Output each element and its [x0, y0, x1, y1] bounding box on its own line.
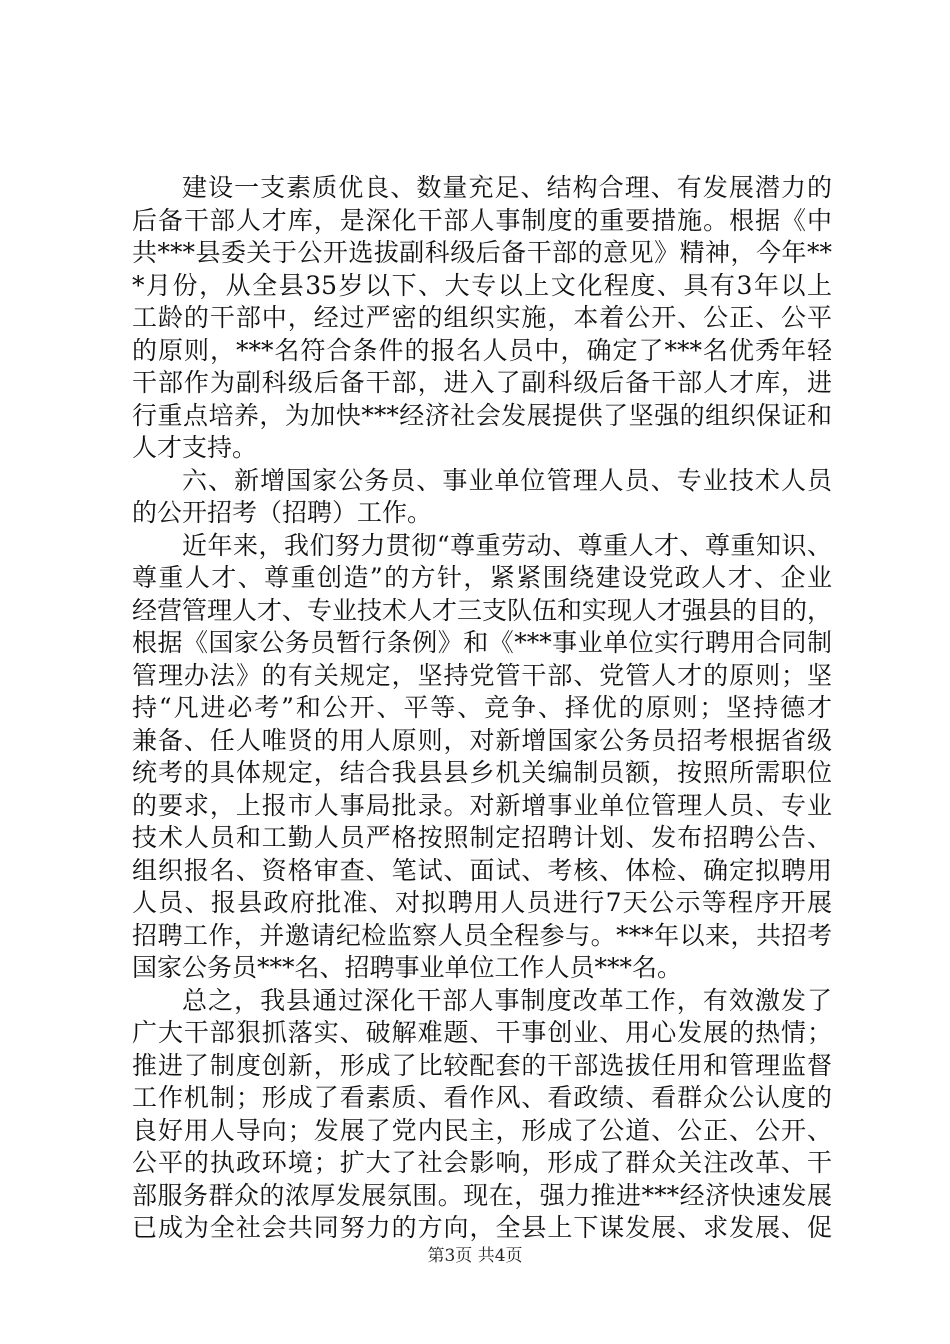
- text-line: 统考的具体规定，结合我县县乡机关编制员额，按照所需职位: [132, 758, 832, 787]
- text-line: 行重点培养，为加快***经济社会发展提供了坚强的组织保证和: [132, 400, 832, 430]
- paragraph-recruitment: [132, 530, 832, 985]
- text-line: 根据《国家公务员暂行条例》和《***事业单位实行聘用合同制: [132, 628, 832, 657]
- text-line: 持“凡进必考”和公开、平等、竞争、择优的原则；坚持德才: [132, 693, 832, 722]
- text-line: 共***县委关于公开选拔副科级后备干部的意见》精神，今年**: [132, 238, 832, 267]
- heading-line: 六、新增国家公务员、事业单位管理人员、专业技术人员: [182, 465, 832, 495]
- paragraph-summary: [132, 985, 832, 1245]
- text-line: 人员、报县政府批准、对拟聘用人员进行7天公示等程序开展: [132, 888, 832, 917]
- text-line: 近年来，我们努力贯彻“尊重劳动、尊重人才、尊重知识、: [182, 530, 832, 560]
- text-line: 国家公务员***名、招聘事业单位工作人员***名。: [132, 953, 683, 982]
- section-heading-six: [132, 465, 832, 530]
- page-number-label: 第3页 共4页: [427, 1246, 523, 1266]
- text-line: 广大干部狠抓落实、破解难题、干事创业、用心发展的热情；: [132, 1018, 832, 1047]
- text-line: 的原则，***名符合条件的报名人员中，确定了***名优秀年轻: [132, 335, 832, 365]
- text-line: 总之，我县通过深化干部人事制度改革工作，有效激发了: [182, 985, 832, 1015]
- text-line: 兼备、任人唯贤的用人原则，对新增国家公务员招考根据省级: [132, 725, 832, 755]
- page-footer: [0, 1241, 950, 1266]
- text-line: 管理办法》的有关规定，坚持党管干部、党管人才的原则；坚: [132, 660, 832, 690]
- text-line: 工作机制；形成了看素质、看作风、看政绩、看群众公认度的: [132, 1083, 832, 1112]
- heading-line: 的公开招考（招聘）工作。: [132, 498, 433, 527]
- text-line: 建设一支素质优良、数量充足、结构合理、有发展潜力的: [182, 173, 832, 202]
- text-line: 人才支持。: [132, 433, 258, 462]
- text-line: 部服务群众的浓厚发展氛围。现在，强力推进***经济快速发展: [132, 1180, 832, 1210]
- text-line: 的要求，上报市人事局批录。对新增事业单位管理人员、专业: [132, 790, 832, 820]
- paragraph-reserve-cadre: [132, 172, 832, 465]
- text-line: 干部作为副科级后备干部，进入了副科级后备干部人才库，进: [132, 368, 832, 397]
- text-line: 招聘工作，并邀请纪检监察人员全程参与。***年以来，共招考: [132, 920, 832, 950]
- text-line: 组织报名、资格审查、笔试、面试、考核、体检、确定拟聘用: [132, 855, 832, 885]
- document-body: [132, 172, 832, 1245]
- text-line: 工龄的干部中，经过严密的组织实施，本着公开、公正、公平: [132, 303, 832, 332]
- text-line: 技术人员和工勤人员严格按照制定招聘计划、发布招聘公告、: [132, 823, 832, 852]
- text-line: 已成为全社会共同努力的方向，全县上下谋发展、求发展、促: [132, 1213, 832, 1242]
- text-line: *月份，从全县35岁以下、大专以上文化程度、具有3年以上: [132, 270, 832, 300]
- text-line: 经营管理人才、专业技术人才三支队伍和实现人才强县的目的，: [132, 595, 833, 625]
- text-line: 公平的执政环境；扩大了社会影响，形成了群众关注改革、干: [132, 1148, 832, 1177]
- text-line: 尊重人才、尊重创造”的方针，紧紧围绕建设党政人才、企业: [132, 563, 832, 592]
- text-line: 推进了制度创新，形成了比较配套的干部选拔任用和管理监督: [132, 1050, 832, 1080]
- text-line: 良好用人导向；发展了党内民主，形成了公道、公正、公开、: [132, 1115, 832, 1145]
- text-line: 后备干部人才库，是深化干部人事制度的重要措施。根据《中: [132, 205, 832, 235]
